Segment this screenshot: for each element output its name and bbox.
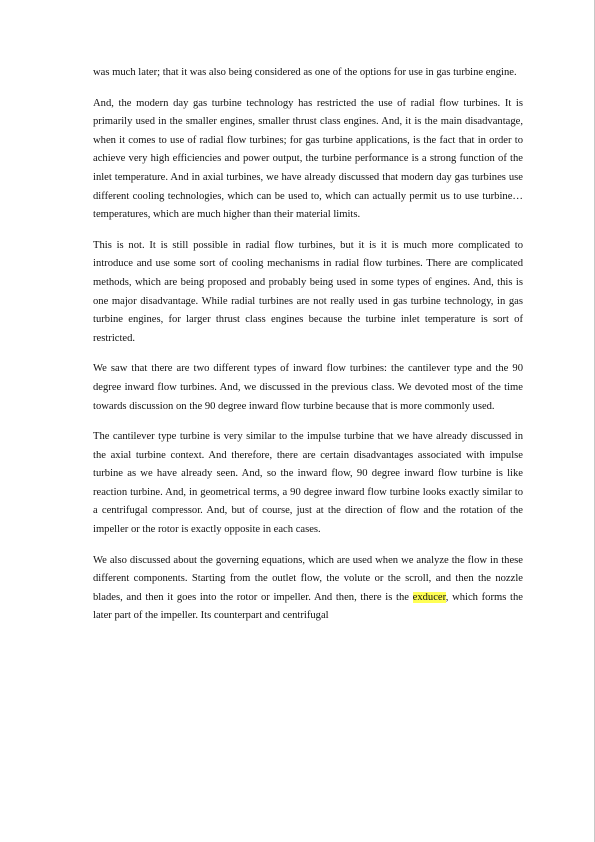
paragraph-5: The cantilever type turbine is very similar to the impulse turbine that we have already discussed in the axial turbine context. And therefore, there are certain disadvantages associated with impulse turbine as we have already seen. And, so the inward flow, 90 degree inward flow turbine is like reaction turbine. And, in geometrical terms, a 90 degree inward flow turbine looks exactly similar to a centrifugal compressor. And, but of course, just at the direction of flow and the rotation of the impeller or the rotor is exactly opposite in each cases. [93, 431, 523, 536]
paragraph-4: We saw that there are two different types of inward flow turbines: the cantilever type and the 90 degree inward flow turbines. And, we discussed in the previous class. We devoted most of the time towards discussion on the 90 degree inward flow turbine because that is more commonly used. [93, 363, 523, 412]
paragraph-6-end: , which forms the later part of the impeller. Its counterpart and centrifugal [93, 591, 523, 622]
paragraph-6-start: We also discussed about the governing equations, which are used when we analyze the flow in these different components. Starting from the outlet flow, the volute or the scroll, and then the nozzle blades, and then it goes into the rotor or impeller. And then, there is the [93, 554, 523, 603]
paragraph-2: And, the modern day gas turbine technology has restricted the use of radial flow turbines. It is primarily used in the smaller engines, smaller thrust class engines. And, it is the main disadvantage, when it comes to use of radial flow turbines; for gas turbine applications, is the fact that in order to achieve very high efficiencies and power output, the turbine performance is a strong function of the inlet temperature. And in axial turbines, we have already discussed that modern day gas turbines use different cooling technologies, which can be used to, which can actually permit us to use turbine…temperatures, which are much higher than their material limits. [93, 97, 523, 221]
paragraph-1: was much later; that it was also being considered as one of the options for use in gas turbine engine. [93, 67, 517, 78]
document-body [93, 64, 523, 638]
paragraph-3: This is not. It is still possible in radial flow turbines, but it is it is much more complicated to introduce and use some sort of cooling mechanisms in radial flow turbines. There are complicated methods, which are being proposed and probably being used in some types of engines. And, this is one major disadvantage. While radial turbines are not really used in gas turbine technology, in gas turbine engines, for larger thrust class engines because the turbine inlet temperature is sort of restricted. [93, 239, 523, 344]
highlighted-term: exducer [412, 591, 446, 603]
paragraph-6 [93, 552, 523, 626]
